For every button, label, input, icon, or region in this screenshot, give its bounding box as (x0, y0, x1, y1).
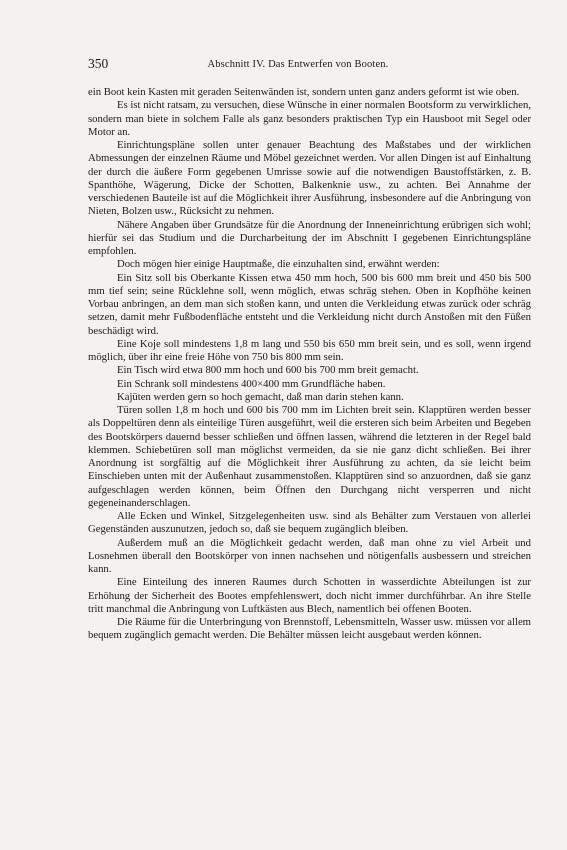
paragraph: ein Boot kein Kasten mit geraden Seitenwänden ist, sondern unten ganz anders geformt ist wie oben. (88, 86, 520, 98)
paragraph: Doch mögen hier einige Hauptmaße, die einzuhalten sind, erwähnt werden: (117, 258, 440, 271)
paragraph: Alle Ecken und Winkel, Sitzgelegenheiten usw. sind als Behälter zum Verstauen von allerlei Gegenständen auszunutzen, jedoch so, daß sie bequem zugänglich bleiben. (88, 510, 531, 536)
paragraph: Ein Tisch wird etwa 800 mm hoch und 600 bis 700 mm breit gemacht. (117, 364, 419, 377)
paragraph: Ein Schrank soll mindestens 400×400 mm Grundfläche haben. (117, 377, 386, 390)
paragraph: Ein Sitz soll bis Oberkante Kissen etwa 450 mm hoch, 500 bis 600 mm breit und 450 bis 500 mm tief sein; seine Rücklehne soll, wenn möglich, etwas schräg stehen. Oben in Kopfhöhe keinen Vorbau anbringen, an dem man sich stoßen kann, und unten die Verkleidung etwas zurück oder schräg setzen, damit mehr Fußbodenfläche entsteht und die Verkleidung nicht durch Anstoßen mit den Füßen beschädigt wird. (88, 271, 531, 337)
paragraph: Nähere Angaben über Grundsätze für die Anordnung der Inneneinrichtung erübrigen sich wohl; hierfür sei das Studium und die Durcharbeitung der im Abschnitt I gegebenen Einrichtungspläne empfohlen. (88, 218, 531, 257)
page-header (88, 58, 508, 74)
paragraph: Die Räume für die Unterbringung von Brennstoff, Lebensmitteln, Wasser usw. müssen vor allem bequem zugänglich gemacht werden. Die Behälter müssen leicht ausgebaut werden können. (88, 616, 531, 642)
paragraph: Es ist nicht ratsam, zu versuchen, diese Wünsche in einer normalen Bootsform zu verwirklichen, sondern man biete in solchem Falle als ganz besonders praktischen Typ ein Hausboot mit Segel oder Motor an. (88, 99, 531, 138)
paragraph: Außerdem muß an die Möglichkeit gedacht werden, daß man ohne zu viel Arbeit und Losnehmen überall den Bootskörper von innen nachsehen und nötigenfalls ausbessern und streichen kann. (88, 536, 531, 575)
page-number: 350 (88, 56, 109, 71)
paragraph: Eine Koje soll mindestens 1,8 m lang und 550 bis 650 mm breit sein, und es soll, wenn irgend möglich, über ihr eine freie Höhe von 750 bis 800 mm sein. (88, 337, 531, 363)
paragraph: Kajüten werden gern so hoch gemacht, daß man darin stehen kann. (117, 390, 404, 403)
paragraph: Einrichtungspläne sollen unter genauer Beachtung des Maßstabes und der wirklichen Abmessungen der einzelnen Räume und Möbel gezeichnet werden. Vor allen Dingen ist auf Einhaltung der durch die äußere Form gegebenen Umrisse sowie auf die notwendigen Baustoffstärken, z. B. Spanthöhe, Wägerung, Dicke der Schotten, Balkenknie usw., zu achten. Bei Annahme der verschiedenen Bauteile ist auf die Möglichkeit ihrer Ausführung, insbesondere auf die Anbringung von Nieten, Bolzen usw., Rücksicht zu nehmen. (88, 139, 531, 218)
running-title: Abschnitt IV. Das Entwerfen von Booten. (207, 59, 389, 70)
paragraph: Eine Einteilung des inneren Raumes durch Schotten in wasserdichte Abteilungen ist zur Erhöhung der Sicherheit des Bootes empfehlenswert, doch nicht immer durchführbar. An ihre Stelle tritt manchmal die Anbringung von Luftkästen aus Blech, namentlich bei offenen Booten. (88, 576, 531, 615)
paragraph: Türen sollen 1,8 m hoch und 600 bis 700 mm im Lichten breit sein. Klapptüren werden besser als Doppeltüren denn als einteilige Türen ausgeführt, weil die ersteren sich beim Arbeiten und Begeben des Bootskörpers dauernd besser schließen und öffnen lassen, während die letzteren in der Regel bald klemmen. Schiebetüren soll man möglichst vermeiden, da sie nie ganz dicht schließen. Bei ihrer Anordnung ist sorgfältig auf die Möglichkeit ihrer Ausführung zu achten, da sie leicht beim Einschieben unten mit der Außenhaut zusammenstoßen. Klapptüren sind so anzuordnen, daß sie ganz aufgeschlagen werden können, beim Öffnen den Durchgang nicht versperren und nicht gegeneinanderschlagen. (88, 404, 531, 509)
body-text (88, 86, 531, 643)
